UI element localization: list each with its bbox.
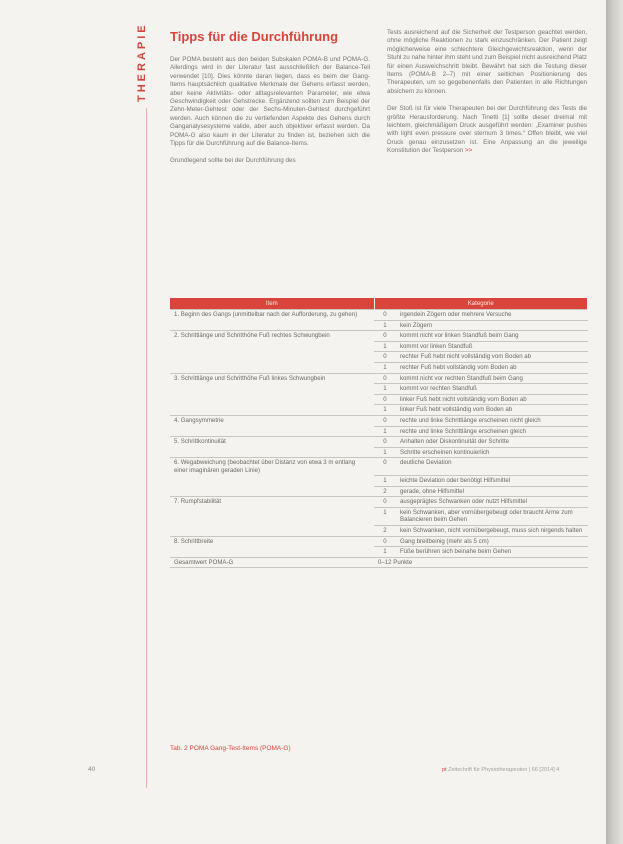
- article-heading: Tipps für die Durchführung: [170, 29, 339, 44]
- footer-text: Zeitschrift für Physiotherapeuten | 66 [2014] 4: [448, 767, 560, 773]
- category-cell: kommt vor rechten Standfuß: [396, 384, 588, 395]
- table-row: [170, 458, 588, 476]
- page-number: 40: [88, 766, 96, 773]
- category-cell: ausgeprägtes Schwanken oder nutzt Hilfsmittel: [396, 497, 588, 508]
- paragraph: Der POMA besteht aus den beiden Subskalen POMA-B und POMA-G. Allerdings wird in der Literatur fast ausschließlich der Balance-Teil verwendet [10]. Dies könnte daran liegen, dass es beim der Gang-Items hauptsächlich qualitative Merkmale der Gehens erfasst werden, aber keine Aktivitäts- oder alltagsrelevanten Parameter, wie etwa Geschwindigkeit oder Gehstrecke. Ergänzend sollten zum Beispiel der Zehn-Meter-Gehtest oder der Sechs-Minuten-Gehtest durchgeführt werden. Auch können die zu vertiefenden Aspekte des Gehens durch Ganganalysesysteme valide, aber auch objektiver erfasst werden. Da POMA-G also kaum in der Literatur zu finden ist, beziehen sich die Tipps für die Durchführung auf die Balance-Items.: [170, 56, 370, 148]
- table-row: [170, 341, 588, 352]
- item-cell: 5. Schrittkontinuität: [170, 437, 374, 448]
- score-cell: 0: [374, 536, 396, 547]
- score-cell: 1: [374, 447, 396, 458]
- score-cell: 0: [374, 352, 396, 363]
- paragraph-text: Der Stoß ist für viele Therapeuten bei der Durchführung des Tests die größte Herausforderung. Nach Tinetti [1] sollte dieser dreimal mit leichtem, gleichmäßigem Druck ausgeführt werden: „Examiner pushes with light even pressure over sternum 3 times.“ Offen bleibt, wie viel Druck genau einzusetzen ist. Eine Anpassung an die jeweilige Konstitution der Testperson: [387, 105, 587, 155]
- table-header-category: Kategorie: [374, 298, 588, 310]
- item-cell: 8. Schrittbreite: [170, 536, 374, 547]
- table-row: [170, 415, 588, 426]
- score-cell: 0: [374, 437, 396, 448]
- item-cell: [170, 486, 374, 497]
- score-cell: 0: [374, 310, 396, 321]
- item-cell: 4. Gangsymmetrie: [170, 415, 374, 426]
- table-row: [170, 384, 588, 395]
- score-cell: 1: [374, 507, 396, 525]
- table-header-item: Item: [170, 298, 374, 310]
- score-cell: 0: [374, 373, 396, 384]
- score-cell: 1: [374, 476, 396, 487]
- category-cell: Anhalten oder Diskontinuität der Schritte: [396, 437, 588, 448]
- item-cell: 7. Rumpfstabilität: [170, 497, 374, 508]
- table-row: [170, 447, 588, 458]
- item-cell: 6. Wegabweichung (beobachtet über Distanz von etwa 3 m entlang einer imaginären geraden Linie): [170, 458, 374, 476]
- score-cell: 0: [374, 331, 396, 342]
- score-cell: 2: [374, 525, 396, 536]
- table-row: [170, 373, 588, 384]
- table-row: [170, 352, 588, 363]
- table-row: [170, 320, 588, 331]
- score-cell: 0: [374, 458, 396, 476]
- category-cell: kein Schwanken, nicht vornübergebeugt, muss sich nirgends halten: [396, 525, 588, 536]
- page-footer: [442, 767, 559, 773]
- item-cell: [170, 352, 374, 363]
- category-cell: rechte und linke Schrittlänge erscheinen gleich: [396, 426, 588, 437]
- score-cell: 2: [374, 486, 396, 497]
- paragraph: Grundlegend sollte bei der Durchführung des: [170, 157, 296, 165]
- category-cell: Gang breitbeinig (mehr als 5 cm): [396, 536, 588, 547]
- item-cell: [170, 405, 374, 416]
- table-row: [170, 362, 588, 373]
- paragraph: Tests ausreichend auf die Sicherheit der Testperson geachtet werden, ohne mögliche Reaktionen zu stark einzuschränken. Der Patient zeigt möglicherweise eine schlechtere Gleichgewichtsreaktion, wenn der Stuhl zu nahe hinter ihm steht und zum Beispiel nicht ausreichend Platz für einen Ausweichschritt bleibt. Bewährt hat sich die Testung dieser Items (POMA-B 2–7) mit einer seitlichen Positionierung des Therapeuten, um so gegebenenfalls den Patienten in alle Richtungen absichern zu können.: [387, 29, 587, 95]
- text-column-left: [170, 56, 370, 175]
- score-cell: 0: [374, 497, 396, 508]
- table-row: [170, 310, 588, 321]
- category-cell: kommt nicht vor rechten Standfuß beim Gang: [396, 373, 588, 384]
- total-value: 0–12 Punkte: [374, 557, 588, 568]
- poma-gait-table: [170, 298, 588, 568]
- category-cell: rechter Fuß hebt vollständig vom Boden ab: [396, 362, 588, 373]
- item-cell: [170, 426, 374, 437]
- table-row: [170, 476, 588, 487]
- item-cell: [170, 362, 374, 373]
- table-row: [170, 394, 588, 405]
- item-cell: [170, 525, 374, 536]
- category-cell: linker Fuß hebt vollständig vom Boden ab: [396, 405, 588, 416]
- paragraph: [387, 105, 587, 155]
- footer-journal: pt: [442, 767, 447, 773]
- score-cell: 1: [374, 341, 396, 352]
- category-cell: leichte Deviation oder benötigt Hilfsmittel: [396, 476, 588, 487]
- page-edge: [606, 0, 623, 844]
- item-cell: [170, 341, 374, 352]
- section-label: THERAPIE: [136, 22, 148, 102]
- table-body: [170, 310, 588, 568]
- section-divider: [146, 108, 147, 788]
- category-cell: linker Fuß hebt nicht vollständig vom Boden ab: [396, 394, 588, 405]
- score-cell: 1: [374, 547, 396, 558]
- category-cell: Schritte erscheinen kontinuierlich: [396, 447, 588, 458]
- table-row: [170, 497, 588, 508]
- score-cell: 1: [374, 320, 396, 331]
- table-row: [170, 426, 588, 437]
- total-row: [170, 557, 588, 568]
- table-row: [170, 507, 588, 525]
- category-cell: kommt nicht vor linken Standfuß beim Gang: [396, 331, 588, 342]
- table-row: [170, 331, 588, 342]
- item-cell: 1. Beginn des Gangs (unmittelbar nach der Aufforderung, zu gehen): [170, 310, 374, 321]
- item-cell: [170, 394, 374, 405]
- score-cell: 1: [374, 362, 396, 373]
- score-cell: 1: [374, 384, 396, 395]
- table-row: [170, 437, 588, 448]
- item-cell: [170, 447, 374, 458]
- table-caption: Tab. 2 POMA Gang-Test-Items (POMA-G): [170, 745, 291, 752]
- table-row: [170, 536, 588, 547]
- score-cell: 0: [374, 415, 396, 426]
- table-row: [170, 525, 588, 536]
- item-cell: [170, 476, 374, 487]
- table-row: [170, 405, 588, 416]
- item-cell: 3. Schrittlänge und Schritthöhe Fuß linkes Schwungbein: [170, 373, 374, 384]
- continue-marker: >>: [464, 147, 473, 155]
- score-cell: 1: [374, 426, 396, 437]
- table-row: [170, 486, 588, 497]
- category-cell: Füße berühren sich beinahe beim Gehen: [396, 547, 588, 558]
- score-cell: 1: [374, 405, 396, 416]
- item-cell: [170, 384, 374, 395]
- category-cell: kein Schwanken, aber vornübergebeugt oder braucht Arme zum Balancieren beim Gehen: [396, 507, 588, 525]
- item-cell: [170, 507, 374, 525]
- item-cell: [170, 320, 374, 331]
- total-label: Gesamtwert POMA-G: [170, 557, 374, 568]
- category-cell: deutliche Deviation: [396, 458, 588, 476]
- category-cell: rechter Fuß hebt nicht vollständig vom Boden ab: [396, 352, 588, 363]
- item-cell: 2. Schrittlänge und Schritthöhe Fuß rechtes Schwungbein: [170, 331, 374, 342]
- category-cell: kommt vor linken Standfuß: [396, 341, 588, 352]
- category-cell: kein Zögern: [396, 320, 588, 331]
- category-cell: rechte und linke Schrittlänge erscheinen nicht gleich: [396, 415, 588, 426]
- table-row: [170, 547, 588, 558]
- text-column-right: [387, 29, 587, 165]
- score-cell: 0: [374, 394, 396, 405]
- category-cell: irgendein Zögern oder mehrere Versuche: [396, 310, 588, 321]
- item-cell: [170, 547, 374, 558]
- category-cell: gerade, ohne Hilfsmittel: [396, 486, 588, 497]
